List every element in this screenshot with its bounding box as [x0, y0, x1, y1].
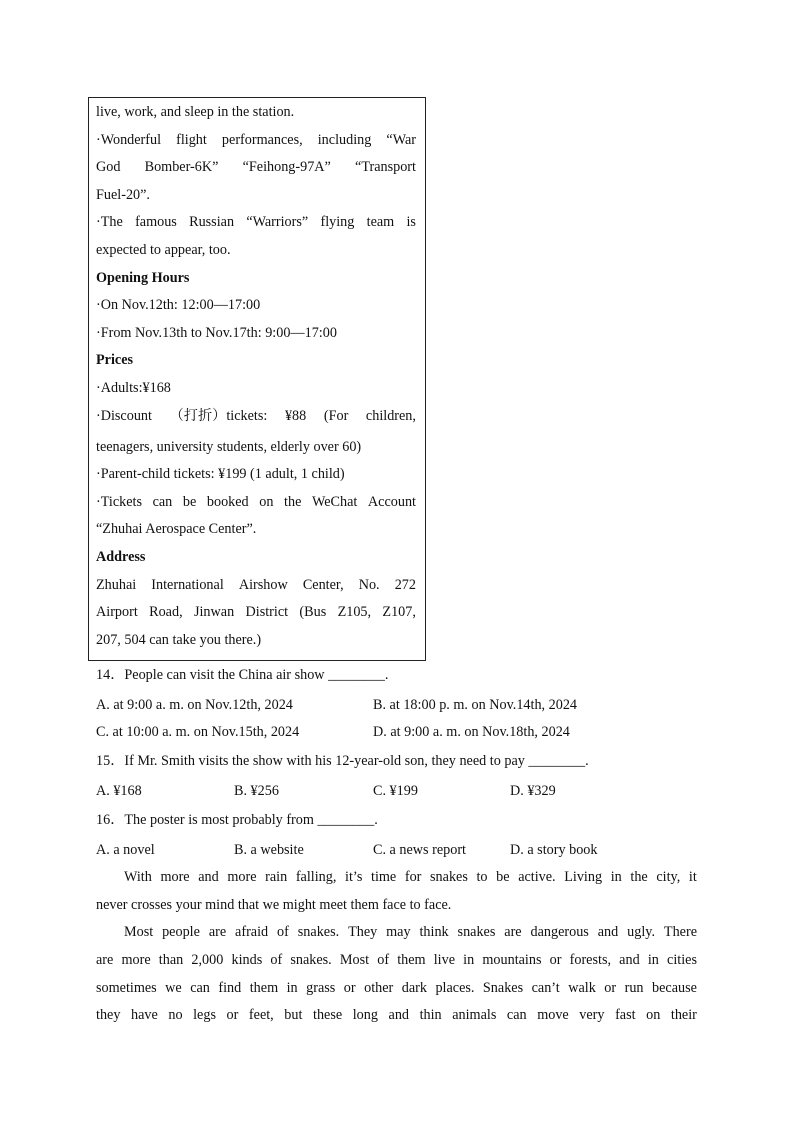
poster-line [96, 213, 416, 231]
word: Airport [96, 604, 138, 620]
word: other [364, 980, 394, 996]
word: flying [320, 214, 355, 230]
passage-line: never crosses your mind that we might meet them face to face. [96, 897, 452, 913]
word: ·Discount [96, 408, 152, 424]
word: run [624, 980, 644, 996]
word: more [227, 869, 257, 885]
word: them [397, 952, 426, 968]
word: Z105, [337, 604, 372, 620]
word: 2,000 [191, 952, 224, 968]
poster-line: live, work, and sleep in the station. [96, 104, 295, 120]
word: cities [667, 952, 697, 968]
word: (Bus [299, 604, 327, 620]
word: very [579, 1007, 605, 1023]
word: flight [176, 132, 207, 148]
word: of [277, 924, 289, 940]
poster-line [96, 158, 416, 176]
word: can [190, 980, 210, 996]
word: famous [135, 214, 177, 230]
word: have [131, 1007, 158, 1023]
word: in [463, 952, 475, 968]
q16-option-c: C. a news report [373, 842, 466, 858]
word: ugly. [627, 924, 655, 940]
q16-option-a: A. a novel [96, 842, 155, 858]
q15-option-a: A. ¥168 [96, 783, 142, 799]
word: ·Tickets [96, 494, 142, 510]
hours-line: ·On Nov.12th: 12:00—17:00 [96, 297, 261, 313]
question-15: 15．If Mr. Smith visits the show with his 12-year-old son, they need to pay ________. [96, 753, 589, 769]
word: Bomber-6K” [144, 159, 219, 175]
passage-line [124, 868, 697, 886]
word: the [284, 494, 302, 510]
word: kinds [231, 952, 263, 968]
word: or [604, 980, 617, 996]
passage-line [96, 979, 697, 997]
word: falling, [295, 869, 337, 885]
word: dark [401, 980, 427, 996]
q15-option-b: B. ¥256 [234, 783, 279, 799]
word: Russian [189, 214, 235, 230]
word: move [537, 1007, 569, 1023]
word: Zhuhai [96, 577, 137, 593]
word: of [377, 952, 390, 968]
word: animals [452, 1007, 497, 1023]
word: walk [568, 980, 596, 996]
word: snakes [457, 924, 496, 940]
word: There [663, 924, 697, 940]
word: rain [265, 869, 288, 885]
word: They [348, 924, 378, 940]
word: time [371, 869, 397, 885]
word: （打折）tickets: [169, 408, 268, 424]
word: Z107, [382, 604, 416, 620]
word: ·Wonderful [96, 132, 162, 148]
word: children, [365, 408, 416, 424]
word: be [496, 869, 510, 885]
passage-line [96, 1006, 697, 1024]
word: more [121, 952, 151, 968]
word: no [168, 1007, 183, 1023]
word: afraid [235, 924, 269, 940]
word: them [249, 980, 279, 996]
poster-line [96, 131, 416, 149]
word: and [597, 924, 619, 940]
word: on [646, 1007, 661, 1023]
word: can’t [531, 980, 560, 996]
hours-line: ·From Nov.13th to Nov.17th: 9:00—17:00 [96, 325, 337, 341]
word: snakes. [290, 952, 332, 968]
word: booked [206, 494, 249, 510]
word: sometimes [96, 980, 157, 996]
price-line [96, 493, 416, 511]
prices-heading: Prices [96, 352, 134, 368]
word: in [286, 980, 298, 996]
word: God [96, 159, 121, 175]
word: dangerous [530, 924, 589, 940]
word: or [226, 1007, 239, 1023]
word: Airshow [238, 577, 288, 593]
word: WeChat [311, 494, 358, 510]
word: 272 [394, 577, 416, 593]
word: Road, [149, 604, 183, 620]
word: District [245, 604, 289, 620]
word: International [151, 577, 224, 593]
word: is [406, 214, 416, 230]
q15-option-c: C. ¥199 [373, 783, 418, 799]
word: or [549, 952, 562, 968]
word: these [313, 1007, 343, 1023]
word: Center, [302, 577, 344, 593]
word: are [504, 924, 522, 940]
word: mountains [482, 952, 542, 968]
price-line: teenagers, university students, elderly over 60) [96, 439, 362, 455]
price-line: ·Adults:¥168 [96, 380, 171, 396]
word: but [284, 1007, 303, 1023]
word: we [165, 980, 182, 996]
word: find [218, 980, 242, 996]
question-16: 16．The poster is most probably from ________. [96, 812, 378, 828]
word: more [160, 869, 190, 885]
word: and [388, 1007, 410, 1023]
word: Snakes [482, 980, 524, 996]
opening-hours-heading: Opening Hours [96, 270, 190, 286]
q14-option-a: A. at 9:00 a. m. on Nov.12th, 2024 [96, 697, 293, 713]
word: their [670, 1007, 697, 1023]
word: “War [386, 132, 416, 148]
word: With [124, 869, 152, 885]
passage-line [124, 923, 697, 941]
word: Most [339, 952, 370, 968]
word: it’s [345, 869, 363, 885]
word: performances, [221, 132, 303, 148]
word: including [317, 132, 372, 148]
word: can [152, 494, 173, 510]
question-14: 14．People can visit the China air show ________. [96, 667, 389, 683]
word: and [198, 869, 219, 885]
word: in [610, 869, 622, 885]
word: legs [193, 1007, 216, 1023]
word: ·The [96, 214, 123, 230]
q16-option-d: D. a story book [510, 842, 598, 858]
word: snakes. [297, 924, 340, 940]
word: places. [435, 980, 475, 996]
word: it [688, 869, 697, 885]
word: can [506, 1007, 527, 1023]
q16-option-b: B. a website [234, 842, 304, 858]
word: for [404, 869, 422, 885]
word: feet, [248, 1007, 274, 1023]
word: to [476, 869, 488, 885]
price-line [96, 407, 416, 425]
poster-line: expected to appear, too. [96, 242, 231, 258]
word: fast [615, 1007, 636, 1023]
word: forests, [569, 952, 612, 968]
address-line [96, 603, 416, 621]
word: snakes [430, 869, 468, 885]
word: on [259, 494, 274, 510]
word: Living [564, 869, 603, 885]
address-line: 207, 504 can take you there.) [96, 632, 262, 648]
passage-line [96, 951, 697, 969]
q14-option-d: D. at 9:00 a. m. on Nov.18th, 2024 [373, 724, 570, 740]
word: city, [656, 869, 681, 885]
word: are [96, 952, 114, 968]
word: in [647, 952, 659, 968]
word: long [352, 1007, 378, 1023]
word: think [419, 924, 449, 940]
word: the [630, 869, 648, 885]
word: thin [419, 1007, 442, 1023]
word: Account [367, 494, 416, 510]
word: grass [306, 980, 336, 996]
word: people [162, 924, 200, 940]
word: of [270, 952, 283, 968]
word: and [619, 952, 640, 968]
word: because [652, 980, 697, 996]
poster-line: Fuel-20”. [96, 187, 150, 203]
word: (For [323, 408, 349, 424]
price-line: ·Parent-child tickets: ¥199 (1 adult, 1 child) [96, 466, 345, 482]
address-heading: Address [96, 549, 146, 565]
word: live [433, 952, 456, 968]
q14-option-b: B. at 18:00 p. m. on Nov.14th, 2024 [373, 697, 578, 713]
address-line [96, 576, 416, 594]
q15-option-d: D. ¥329 [510, 783, 556, 799]
word: Jinwan [193, 604, 235, 620]
word: No. [358, 577, 380, 593]
word: than [158, 952, 184, 968]
word: “Transport [355, 159, 416, 175]
word: they [96, 1007, 121, 1023]
price-line: “Zhuhai Aerospace Center”. [96, 521, 257, 537]
word: Most [124, 924, 154, 940]
word: ¥88 [284, 408, 307, 424]
word: or [343, 980, 356, 996]
q14-option-c: C. at 10:00 a. m. on Nov.15th, 2024 [96, 724, 300, 740]
word: team [366, 214, 395, 230]
word: “Warriors” [246, 214, 309, 230]
word: be [182, 494, 197, 510]
word: are [208, 924, 227, 940]
word: may [386, 924, 411, 940]
word: active. [518, 869, 556, 885]
word: “Feihong-97A” [242, 159, 331, 175]
